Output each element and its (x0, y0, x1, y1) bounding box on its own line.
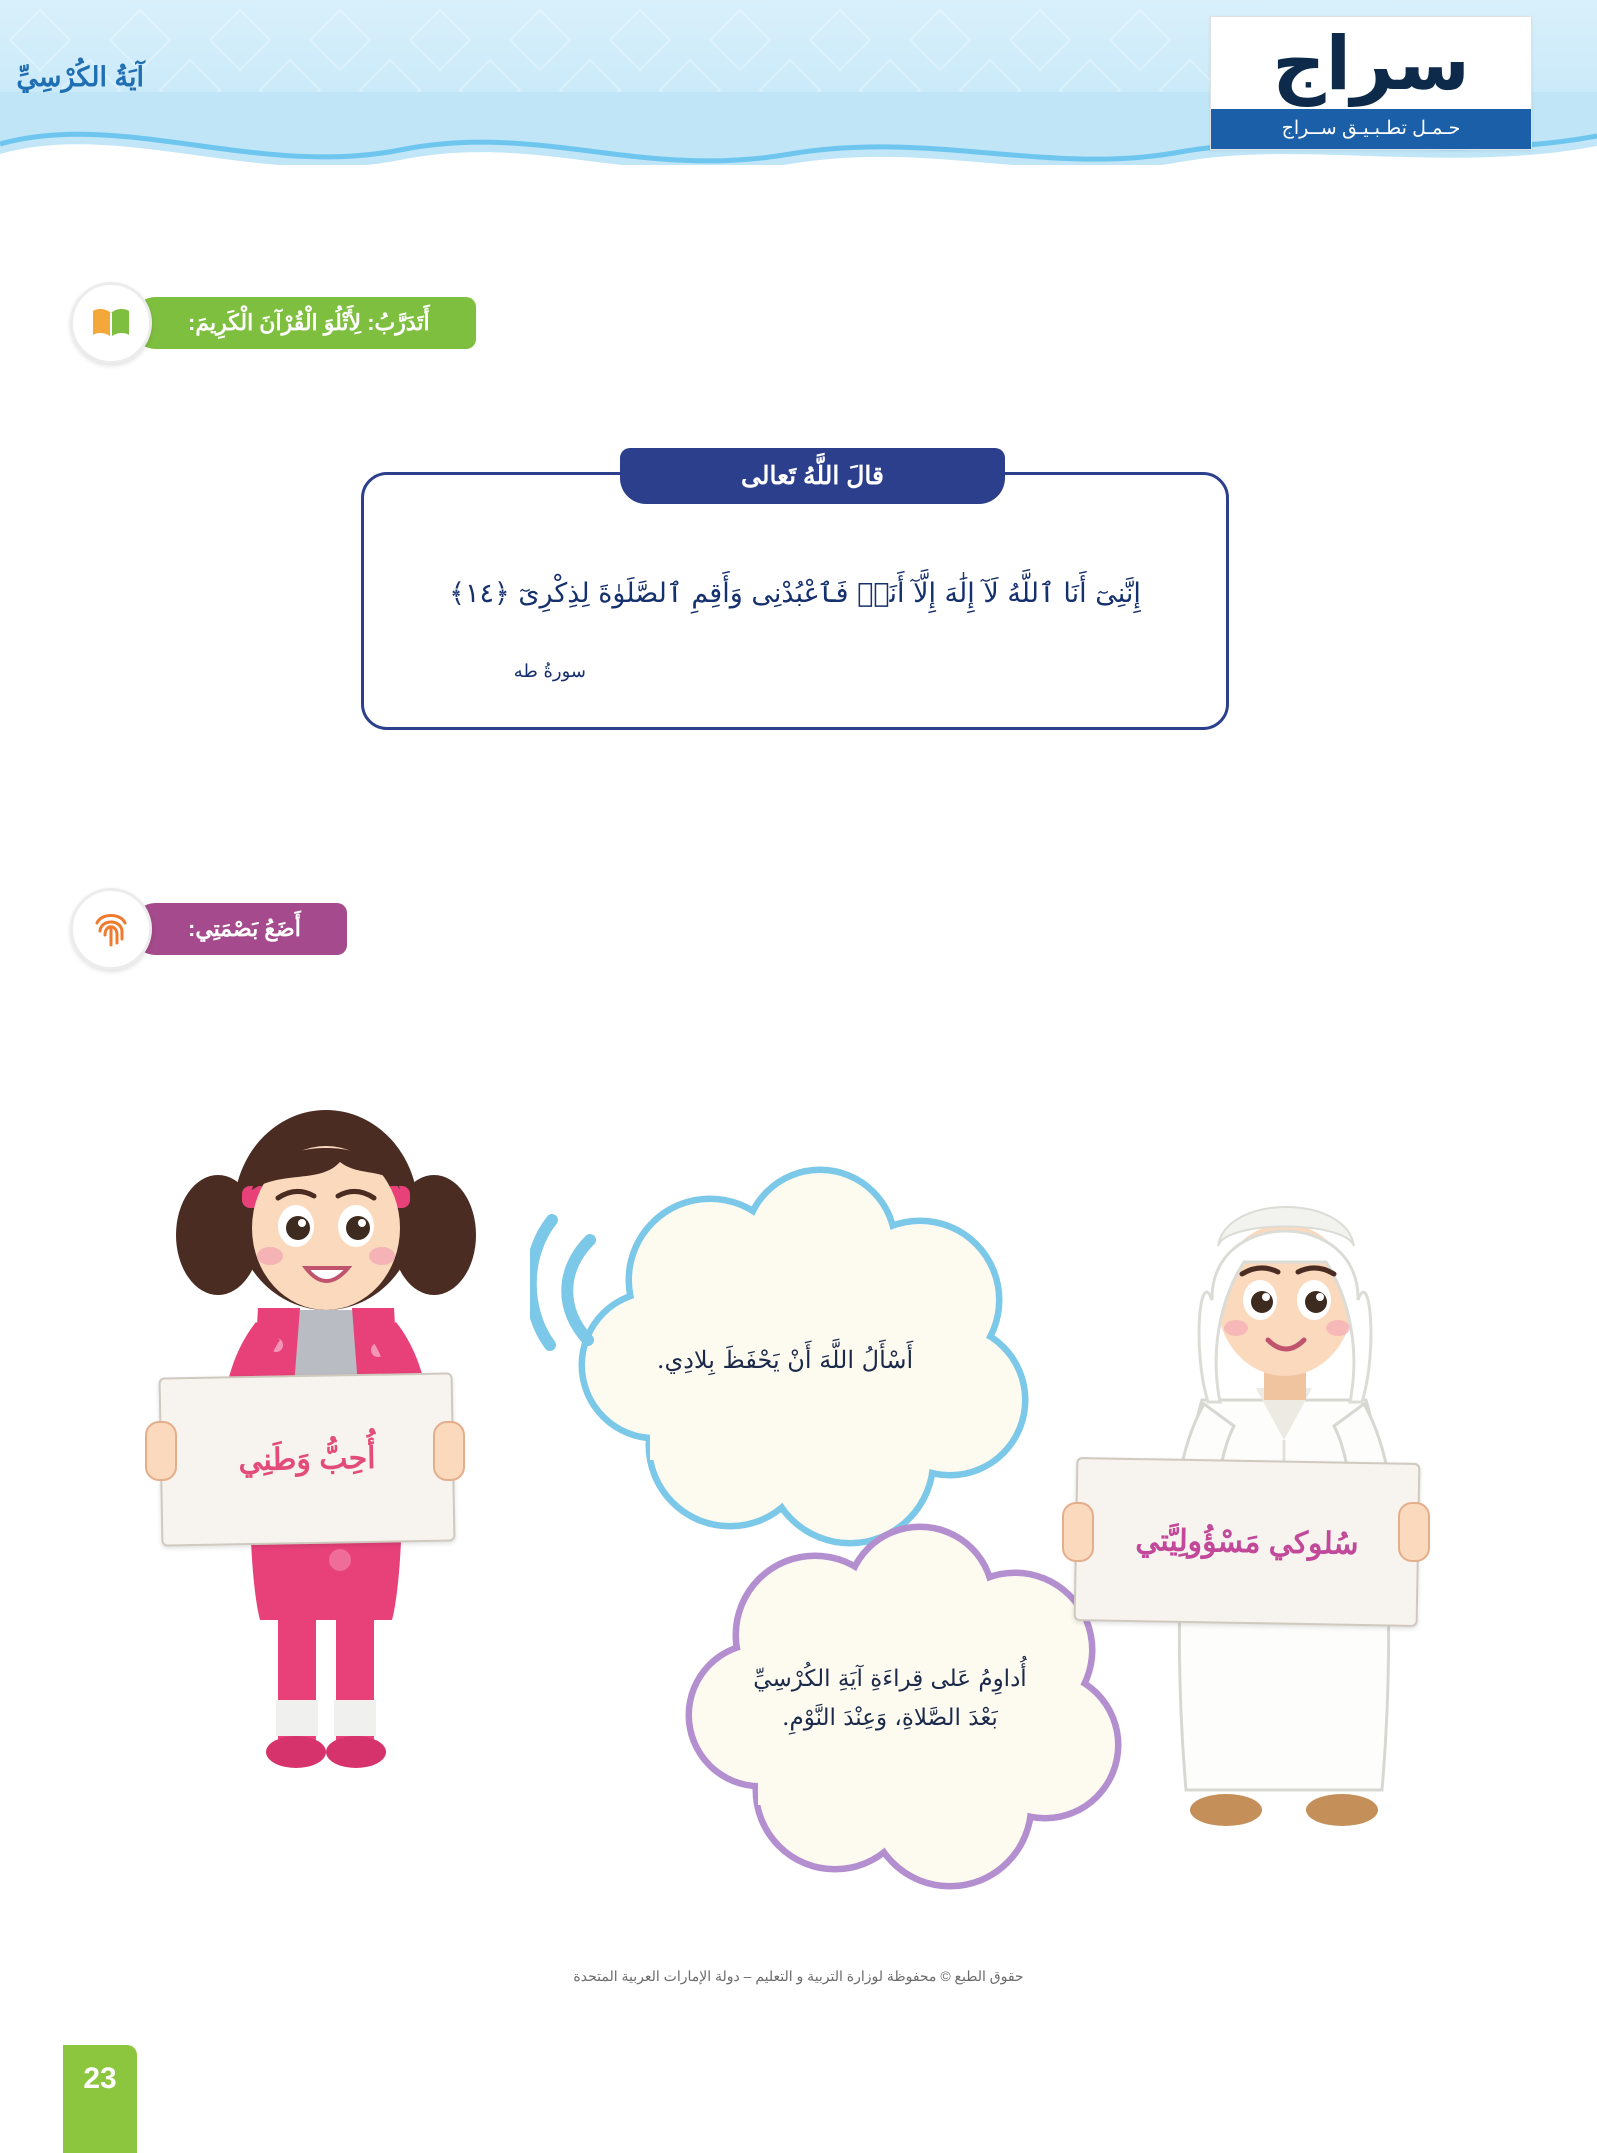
open-book-badge (70, 282, 152, 364)
girl-hands-icon (140, 1380, 470, 1550)
recite-section-label: أَتَدَرَّبُ: لِأَتْلُوَ الْقُرْآنَ الْكَرِيمَ: (130, 297, 476, 349)
siraj-download-label: حـمـل تطـبـيـق ســراج (1211, 109, 1531, 149)
quran-quote-heading: قالَ اللَّهُ تَعالى (620, 448, 1005, 504)
fingerprint-section-header (0, 888, 1448, 970)
page-number: 23 (83, 2062, 117, 2095)
copyright-notice: حقوق الطبع © محفوظة لوزارة التربية و التعليم – دولة الإمارات العربية المتحدة (573, 1968, 1024, 1984)
girl-sign-text: أُحِبُّ وَطَنِي (238, 1441, 376, 1478)
recite-section-header (0, 282, 1448, 364)
quran-ayah-text: إِنَّنِىٓ أَنَا ٱللَّهُ لَآ إِلَٰهَ إِلَّآ أَنَا۠ فَٱعْبُدْنِى وَأَقِمِ ٱلصَّلَوٰةَ لِذِكْرِىٓ ﴿١٤﴾ (449, 578, 1141, 609)
fingerprint-badge (70, 888, 152, 970)
siraj-app-logo-box (1210, 16, 1532, 150)
fingerprint-section-label: أَضَعُ بَصْمَتِي: (130, 903, 347, 955)
chapter-title: آيَةُ الكُرْسِيِّ (16, 62, 144, 92)
purple-cloud-text: أُداوِمُ عَلى قِراءَةِ آيَةِ الكُرْسِيِّ بَعْدَ الصَّلاةِ، وَعِنْدَ النَّوْمِ. (753, 1666, 1027, 1732)
blue-cloud-text: أَسْأَلُ اللَّهَ أَنْ يَحْفَظَ بِلادِي. (656, 1346, 914, 1374)
siraj-logo-text: سراج (1272, 21, 1470, 107)
quran-surah-source: سورةُ طه (513, 661, 586, 682)
illustration-scene (0, 1030, 1597, 1930)
open-book-icon (90, 306, 132, 340)
boy-sign-text: سُلوكي مَسْؤُولِيَّتي (1135, 1523, 1359, 1561)
quran-quote-box (361, 462, 1229, 730)
fingerprint-icon (91, 907, 131, 951)
boy-hands-icon (1055, 1465, 1435, 1635)
